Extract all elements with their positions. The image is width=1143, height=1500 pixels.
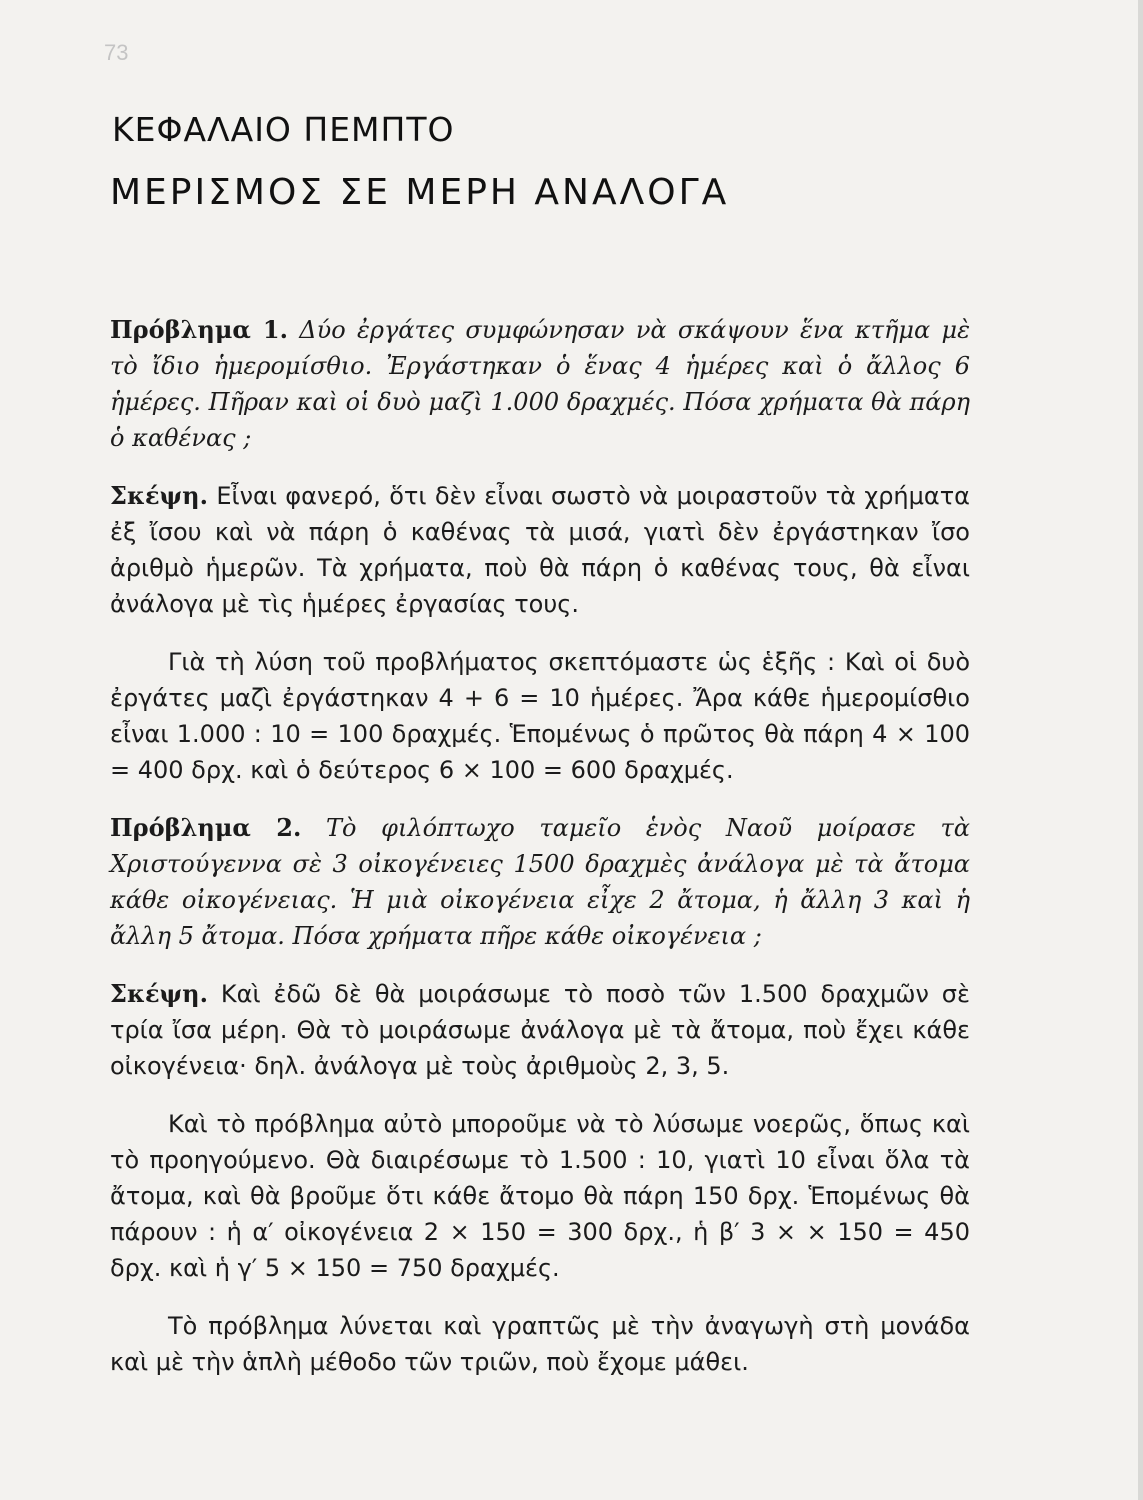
problem-1-text: Δύο ἐργάτες συμφώνησαν νὰ σκάψουν ἕνα κτῆμα μὲ τὸ ἴδιο ἡμερομίσθιο. Ἐργάστηκαν ὁ ἕνας 4 ἡμέρες καὶ ὁ ἄλλος 6 ἡμέρες. Πῆραν καὶ οἱ δυὸ μαζὶ 1.000 δραχμές. Πόσα χρήματα θὰ πάρη ὁ καθένας ; [110,316,970,452]
problem-2-label: Πρόβλημα 2. [110,813,302,842]
chapter-heading: ΚΕΦΑΛΑΙΟ ΠΕΜΠΤΟ [112,110,455,149]
problem-1-label: Πρόβλημα 1. [110,315,288,344]
problem-1-thought-label: Σκέψη. [110,481,208,510]
problem-1-thought [110,478,970,622]
problem-2-thought [110,976,970,1084]
problem-1-solution: Γιὰ τὴ λύση τοῦ προβλήματος σκεπτόμαστε ὡς ἑξῆς : Καὶ οἱ δυὸ ἐργάτες μαζὶ ἐργάστηκαν 4 + 6 = 10 ἡμέρες. Ἄρα κάθε ἡμερομίσθιο εἶναι 1.000 : 10 = 100 δραχμές. Ἑπομένως ὁ πρῶτος θὰ πάρη 4 × 100 = 400 δρχ. καὶ ὁ δεύτερος 6 × 100 = 600 δραχμές. [110,648,970,784]
page-edge-shadow [1138,0,1143,1500]
problem-2-thought-label: Σκέψη. [110,979,208,1008]
problem-2-statement [110,810,970,954]
problem-2-thought-text: Καὶ ἐδῶ δὲ θὰ μοιράσωμε τὸ ποσὸ τῶν 1.500 δραχμῶν σὲ τρία ἴσα μέρη. Θὰ τὸ μοιράσωμε ἀνάλογα μὲ τὰ ἄτομα, ποὺ ἔχει κάθε οἰκογένεια· δηλ. ἀνάλογα μὲ τοὺς ἀριθμοὺς 2, 3, 5. [110,980,970,1080]
problem-1-statement [110,312,970,456]
problem-1-thought-text: Εἶναι φανερό, ὅτι δὲν εἶναι σωστὸ νὰ μοιραστοῦν τὰ χρήματα ἐξ ἴσου καὶ νὰ πάρη ὁ καθένας τὰ μισά, γιατὶ δὲν ἐργάστηκαν ἴσο ἀριθμὸ ἡμερῶν. Τὰ χρήματα, ποὺ θὰ πάρη ὁ καθένας τους, θὰ εἶναι ἀνάλογα μὲ τὶς ἡμέρες ἐργασίας τους. [110,482,970,618]
problem-2-solution: Καὶ τὸ πρόβλημα αὐτὸ μποροῦμε νὰ τὸ λύσωμε νοερῶς, ὅπως καὶ τὸ προηγούμενο. Θὰ διαιρέσωμε τὸ 1.500 : 10, γιατὶ 10 εἶναι ὅλα τὰ ἄτομα, καὶ θὰ βροῦμε ὅτι κάθε ἄτομο θὰ πάρη 150 δρχ. Ἑπομένως θὰ πάρουν : ἡ α′ οἰκογένεια 2 × 150 = 300 δρχ., ἡ β′ 3 × × 150 = 450 δρχ. καὶ ἡ γ′ 5 × 150 = 750 δραχμές. [110,1110,970,1282]
page-body [110,312,970,1402]
problem-2-closing: Τὸ πρόβλημα λύνεται καὶ γραπτῶς μὲ τὴν ἀναγωγὴ στὴ μονάδα καὶ μὲ τὴν ἁπλὴ μέθοδο τῶν τριῶν, ποὺ ἔχομε μάθει. [110,1312,970,1376]
problem-2-text: Τὸ φιλόπτωχο ταμεῖο ἑνὸς Ναοῦ μοίρασε τὰ Χριστούγεννα σὲ 3 οἰκογένειες 1500 δραχμὲς ἀνάλογα μὲ τὰ ἄτομα κάθε οἰκογένειας. Ἡ μιὰ οἰκογένεια εἶχε 2 ἄτομα, ἡ ἄλλη 3 καὶ ἡ ἄλλη 5 ἄτομα. Πόσα χρήματα πῆρε κάθε οἰκογένεια ; [110,814,970,950]
chapter-title: ΜΕΡΙΣΜΟΣ ΣΕ ΜΕΡΗ ΑΝΑΛΟΓΑ [110,172,730,213]
page-number: 73 [104,40,129,65]
